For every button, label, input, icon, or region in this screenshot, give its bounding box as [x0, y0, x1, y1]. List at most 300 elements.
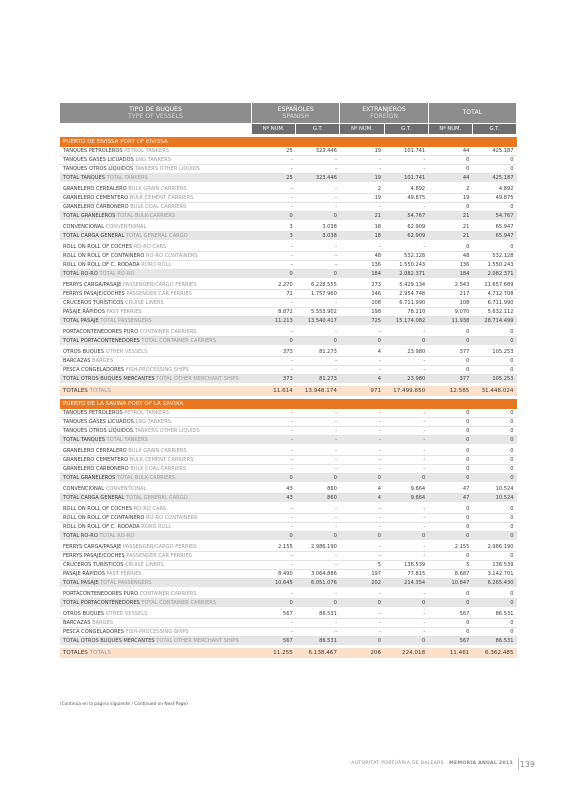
total-gt-cell: 28.714.499 [472, 317, 516, 326]
foreign-num-cell: - [340, 447, 384, 456]
foreign-num-cell: 197 [340, 570, 384, 579]
port-name-en: PORT OF EIVISSA [120, 139, 168, 145]
subtotal-row [60, 637, 517, 646]
subtotal-row [60, 212, 517, 221]
spanish-gt-cell: - [296, 628, 340, 637]
vessel-type-label [60, 366, 252, 375]
spanish-num-cell: 0 [252, 337, 296, 346]
spanish-num-cell: - [252, 366, 296, 375]
foreign-gt-cell: 4.892 [384, 185, 428, 194]
vessel-type-es: OTROS BUQUES [63, 611, 104, 617]
spanish-num-cell: - [252, 427, 296, 436]
vessel-type-en: RO-RO CONTAINERS [145, 515, 198, 521]
foreign-num-cell: - [340, 628, 384, 637]
total-gt-cell: 2.082.371 [472, 270, 516, 279]
page-footer [351, 761, 513, 766]
total-gt-cell: 54.767 [472, 212, 516, 221]
foreign-num-cell: 4 [340, 494, 384, 503]
spanish-gt-cell: 0 [296, 532, 340, 541]
foreign-num-cell: 19 [340, 174, 384, 183]
vessel-type-label [60, 561, 252, 570]
vessel-type-label [60, 409, 252, 418]
table-row [60, 570, 517, 579]
foreign-num-header: Nº NUM. [340, 124, 384, 135]
vessel-type-es: TOTAL TANQUES [63, 437, 105, 443]
table-row [60, 252, 517, 261]
vessel-type-en: TOTAL BULK-CARRIERS [117, 475, 176, 481]
spanish-num-cell: 71 [252, 290, 296, 299]
foreign-num-cell: 184 [340, 270, 384, 279]
spanish-num-cell: - [252, 436, 296, 445]
spanish-num-cell: 0 [252, 532, 296, 541]
total-num-cell: 0 [428, 203, 472, 212]
foreign-gt-cell: - [384, 523, 428, 532]
foreign-num-cell: - [340, 456, 384, 465]
foreign-gt-cell: - [384, 628, 428, 637]
foreign-gt-cell: - [384, 456, 428, 465]
foreign-gt-header: G.T. [384, 124, 428, 135]
foreign-gt-cell: 54.767 [384, 212, 428, 221]
table-row [60, 281, 517, 290]
total-num-cell: 0 [428, 552, 472, 561]
total-num-cell: 10.847 [428, 579, 472, 588]
vessel-type-en: TOTAL CONTAINER CARRIERS [141, 338, 217, 344]
vessel-type-label [60, 474, 252, 483]
vessel-type-es: GRANELERO CARBONERO [63, 466, 129, 472]
table-row [60, 456, 517, 465]
page-number: 139 [519, 760, 535, 769]
vessel-type-es: CRUCEROS TURÍSTICOS [63, 562, 124, 568]
vessel-type-label [60, 418, 252, 427]
spanish-num-cell: - [252, 185, 296, 194]
spanish-num-cell: - [252, 328, 296, 337]
table-row [60, 185, 517, 194]
foreign-gt-cell: 136.539 [384, 561, 428, 570]
spanish-gt-cell: 860 [296, 485, 340, 494]
foreign-gt-cell: 78.210 [384, 308, 428, 317]
vessel-type-es: TOTAL PORTACONTENEDORES [63, 338, 140, 344]
vessel-type-label [60, 579, 252, 588]
vessel-type-en: TOTAL OTHER MERCHANT SHIPS [156, 376, 239, 382]
vessel-type-es: TOTAL GRANELEROS [63, 475, 116, 481]
vessel-type-en: TOTAL RO-RO [99, 271, 135, 277]
foreign-gt-cell: 101.741 [384, 147, 428, 156]
spanish-num-cell: 567 [252, 637, 296, 646]
vessel-type-es: ROLL ON ROLL OF COCHES [63, 506, 133, 512]
spanish-num-cell: - [252, 456, 296, 465]
spanish-gt-cell: 0 [296, 599, 340, 608]
foreign-gt-cell: 0 [384, 599, 428, 608]
table-row [60, 465, 517, 474]
spanish-num-cell: 3 [252, 232, 296, 241]
blank-header-cell [60, 124, 252, 135]
vessel-type-es: TOTAL PASAJE [63, 318, 99, 324]
spanish-num-cell: - [252, 628, 296, 637]
table-row [60, 427, 517, 436]
vessel-type-label [60, 317, 252, 326]
foreign-gt-cell: 2.082.371 [384, 270, 428, 279]
vessel-type-es: BARCAZAS [63, 358, 91, 364]
foreign-num-cell: 198 [340, 308, 384, 317]
table-row [60, 447, 517, 456]
spanish-num-cell: - [252, 418, 296, 427]
grand-foreign-gt-cell: 224.018 [384, 648, 428, 658]
foreign-gt-cell: 23.980 [384, 348, 428, 357]
table-row [60, 610, 517, 619]
spanish-gt-cell: - [296, 619, 340, 628]
foreign-num-cell: - [340, 366, 384, 375]
grand-spanish-gt-cell: 13.948.174 [296, 386, 340, 396]
vessel-type-es: TOTAL OTROS BUQUES MERCANTES [63, 638, 155, 644]
vessel-type-en: BULK CEMENT CARRIERS [129, 195, 194, 201]
foreign-num-cell: 4 [340, 348, 384, 357]
vessel-type-label [60, 456, 252, 465]
vessel-type-label [60, 156, 252, 165]
total-gt-cell: 136.539 [472, 561, 516, 570]
foreign-num-cell: 0 [340, 532, 384, 541]
foreign-gt-cell: - [384, 543, 428, 552]
vessel-type-es: FERRYS PASAJE/COCHES [63, 553, 125, 559]
vessel-type-label [60, 212, 252, 221]
port-title [60, 399, 517, 409]
spanish-gt-cell: 6.051.076 [296, 579, 340, 588]
grand-spanish-gt-cell: 6.138.467 [296, 648, 340, 658]
vessel-type-en: CRUISE LINERS [125, 562, 164, 568]
total-gt-cell: 6.265.430 [472, 579, 516, 588]
grand-foreign-num-cell: 971 [340, 386, 384, 396]
grand-total-gt-cell: 31.448.024 [472, 386, 516, 396]
total-num-cell: 184 [428, 270, 472, 279]
vessel-type-en: TOTAL TANKERS [106, 437, 148, 443]
total-num-cell: 2 [428, 185, 472, 194]
spanish-gt-cell: - [296, 328, 340, 337]
foreign-num-cell: - [340, 409, 384, 418]
total-gt-cell: 0 [472, 427, 516, 436]
vessel-type-en: TOTAL GENERAL CARGO [125, 233, 188, 239]
total-num-cell: 0 [428, 474, 472, 483]
table-row [60, 299, 517, 308]
spanish-gt-header: G.T. [296, 124, 340, 135]
port-title [60, 137, 517, 147]
spanish-gt-cell: 0 [296, 270, 340, 279]
foreign-gt-cell: - [384, 165, 428, 174]
spanish-gt-cell: - [296, 552, 340, 561]
spanish-gt-cell: - [296, 427, 340, 436]
spanish-gt-cell: - [296, 456, 340, 465]
vessel-type-en: CRUISE LINERS [125, 300, 164, 306]
table-row [60, 561, 517, 570]
total-num-cell: 0 [428, 436, 472, 445]
port-name-es: PUERTO DE LA SAVINA [63, 401, 127, 407]
vessel-type-label [60, 308, 252, 317]
foreign-num-cell: 136 [340, 261, 384, 270]
subtotal-row [60, 436, 517, 445]
vessel-type-es: TANQUES GASES LICUADOS [63, 157, 134, 163]
foreign-num-cell: 0 [340, 599, 384, 608]
total-num-cell: 47 [428, 494, 472, 503]
spanish-gt-cell: 86.531 [296, 637, 340, 646]
spanish-gt-cell: 86.531 [296, 610, 340, 619]
vessel-type-label [60, 165, 252, 174]
foreign-num-cell: - [340, 619, 384, 628]
spanish-num-cell: - [252, 619, 296, 628]
vessel-type-en: FAST FERRIES [106, 571, 142, 577]
spanish-num-cell: - [252, 552, 296, 561]
total-num-cell: 136 [428, 261, 472, 270]
total-num-cell: 0 [428, 447, 472, 456]
foreign-num-cell: 108 [340, 299, 384, 308]
vessel-type-label [60, 270, 252, 279]
vessel-type-label [60, 252, 252, 261]
footer-report: MEMORIA ANUAL 2013 [449, 761, 513, 766]
spanish-gt-cell: 81.273 [296, 375, 340, 384]
total-header: TOTAL [428, 103, 516, 124]
spanish-num-cell: - [252, 156, 296, 165]
foreign-gt-cell: - [384, 203, 428, 212]
vessel-type-en: PASSENGER CAR FERRIES [126, 553, 192, 559]
vessel-type-es: TANQUES OTROS LÍQUIDOS [63, 166, 134, 172]
vessel-type-en: RO-RO CONTAINERS [145, 253, 198, 259]
spanish-gt-cell: 0 [296, 474, 340, 483]
total-num-cell: 11.938 [428, 317, 472, 326]
foreign-num-cell: - [340, 610, 384, 619]
spanish-num-cell: - [252, 261, 296, 270]
vessel-type-en: TOTAL CONTAINER CARRIERS [141, 600, 217, 606]
total-num-cell: 0 [428, 590, 472, 599]
total-gt-cell: 6.711.990 [472, 299, 516, 308]
foreign-gt-cell: - [384, 465, 428, 474]
subtotal-row [60, 375, 517, 384]
spanish-num-cell: 373 [252, 375, 296, 384]
spanish-gt-cell: - [296, 252, 340, 261]
subtotal-row [60, 599, 517, 608]
table-row [60, 203, 517, 212]
total-num-cell: 2.155 [428, 543, 472, 552]
foreign-num-cell: - [340, 590, 384, 599]
foreign-num-cell: - [340, 328, 384, 337]
spanish-num-cell: 8.490 [252, 570, 296, 579]
foreign-num-cell: 19 [340, 147, 384, 156]
grand-total-label [60, 648, 252, 658]
foreign-gt-cell: 9.664 [384, 494, 428, 503]
foreign-num-cell: 48 [340, 252, 384, 261]
foreign-gt-cell: - [384, 447, 428, 456]
footer-separator: · [445, 761, 448, 766]
total-gt-cell: 0 [472, 456, 516, 465]
spanish-num-cell: 3 [252, 223, 296, 232]
vessel-type-en: FISH-PROCESSING SHIPS [125, 367, 189, 373]
foreign-gt-cell: - [384, 156, 428, 165]
table-row [60, 409, 517, 418]
vessel-type-es: PESCA CONGELADORES [63, 367, 125, 373]
vessel-type-es: PORTACONTENEDORES PURO [63, 329, 138, 335]
total-num-cell: 0 [428, 409, 472, 418]
foreign-gt-cell: 62.909 [384, 232, 428, 241]
spanish-num-cell: - [252, 505, 296, 514]
grand-total-es: TOTALES [63, 388, 88, 394]
grand-foreign-num-cell: 206 [340, 648, 384, 658]
vessel-type-es: GRANELERO CEREALERO [63, 448, 127, 454]
foreign-num-cell: 0 [340, 637, 384, 646]
foreign-gt-cell: 2.954.748 [384, 290, 428, 299]
foreign-gt-cell: - [384, 328, 428, 337]
vessel-type-es: CONVENCIONAL [63, 224, 105, 230]
vessel-type-es: GRANELERO CEREALERO [63, 186, 127, 192]
spanish-num-cell: - [252, 561, 296, 570]
foreign-gt-cell: - [384, 436, 428, 445]
foreign-gt-cell: 6.711.990 [384, 299, 428, 308]
foreign-header: EXTRANJEROS FOREIGN [340, 103, 428, 124]
total-gt-cell: 0 [472, 590, 516, 599]
vessel-type-label [60, 290, 252, 299]
vessel-type-es: PORTACONTENEDORES PURO [63, 591, 138, 597]
vessel-type-es: TOTAL GRANELEROS [63, 213, 116, 219]
subtotal-row [60, 317, 517, 326]
vessel-type-es: TOTAL RO-RO [63, 533, 98, 539]
foreign-gt-cell: - [384, 366, 428, 375]
vessel-type-en: TOTAL PASSENGERS [100, 318, 152, 324]
foreign-num-cell: 725 [340, 317, 384, 326]
table-row [60, 165, 517, 174]
spanish-num-cell: - [252, 590, 296, 599]
subtotal-row [60, 474, 517, 483]
vessel-type-es: BARCAZAS [63, 620, 91, 626]
total-num-cell: 377 [428, 348, 472, 357]
foreign-num-cell: 5 [340, 561, 384, 570]
spanish-gt-cell: - [296, 505, 340, 514]
spanish-num-cell: 373 [252, 348, 296, 357]
foreign-gt-cell: 0 [384, 337, 428, 346]
vessel-type-es: TOTAL OTROS BUQUES MERCANTES [63, 376, 155, 382]
total-num-cell: 8.687 [428, 570, 472, 579]
foreign-num-cell: 273 [340, 281, 384, 290]
spanish-gt-cell: - [296, 590, 340, 599]
grand-total-row [60, 386, 517, 396]
vessel-type-en: BULK COAL CARRIERS [130, 466, 187, 472]
spanish-num-cell: 0 [252, 270, 296, 279]
total-gt-cell: 3.142.701 [472, 570, 516, 579]
grand-total-label [60, 386, 252, 396]
vessel-table-container [60, 103, 517, 658]
spanish-gt-cell: 6.228.555 [296, 281, 340, 290]
total-gt-cell: 0 [472, 465, 516, 474]
vessel-type-label [60, 505, 252, 514]
total-gt-cell: 65.947 [472, 223, 516, 232]
spanish-gt-cell: - [296, 194, 340, 203]
vessel-type-label [60, 494, 252, 503]
total-num-cell: 0 [428, 156, 472, 165]
vessel-type-es: GRANELERO CEMENTERO [63, 195, 129, 201]
foreign-num-cell: - [340, 523, 384, 532]
total-gt-cell: 105.253 [472, 348, 516, 357]
total-gt-cell: 0 [472, 165, 516, 174]
vessel-type-en: BULK GRAIN CARRIERS [128, 448, 187, 454]
foreign-gt-cell: 77.815 [384, 570, 428, 579]
vessel-type-label [60, 243, 252, 252]
total-num-cell: 0 [428, 619, 472, 628]
vessel-type-es: ROLL ON ROLL OF CONTAINERO [63, 253, 145, 259]
vessel-type-en: TOTAL PASSENGERS [100, 580, 152, 586]
table-row [60, 628, 517, 637]
vessel-type-en: TANKERS OTHER LIQUIDS [134, 428, 200, 434]
vessel-type-label [60, 194, 252, 203]
total-gt-cell: 0 [472, 243, 516, 252]
vessel-type-label [60, 485, 252, 494]
total-gt-cell: 86.531 [472, 637, 516, 646]
vessel-type-label [60, 337, 252, 346]
table-row [60, 261, 517, 270]
vessel-type-label [60, 427, 252, 436]
subtotal-row [60, 532, 517, 541]
foreign-num-cell: - [340, 436, 384, 445]
spanish-num-cell: 8.872 [252, 308, 296, 317]
vessel-type-en: LNG TANKERS [135, 157, 172, 163]
foreign-num-cell: - [340, 357, 384, 366]
vessel-type-label [60, 619, 252, 628]
vessel-type-en: TOTAL GENERAL CARGO [125, 495, 188, 501]
spanish-num-cell: - [252, 465, 296, 474]
spanish-gt-cell: 860 [296, 494, 340, 503]
vessel-type-es: TOTAL CARGA GENERAL [63, 233, 125, 239]
table-row [60, 552, 517, 561]
spanish-gt-cell: 13.540.417 [296, 317, 340, 326]
spanish-num-cell: 0 [252, 212, 296, 221]
foreign-num-cell: 202 [340, 579, 384, 588]
total-num-cell: 44 [428, 174, 472, 183]
foreign-gt-cell: 1.550.243 [384, 261, 428, 270]
table-row [60, 357, 517, 366]
spanish-gt-cell: 0 [296, 337, 340, 346]
spanish-gt-cell: 3.064.886 [296, 570, 340, 579]
total-gt-cell: 0 [472, 409, 516, 418]
spanish-gt-cell: 2.986.190 [296, 543, 340, 552]
foreign-num-cell: 18 [340, 223, 384, 232]
vessel-type-es: FERRYS CARGA/PASAJE [63, 282, 122, 288]
foreign-num-cell: 2 [340, 185, 384, 194]
foreign-num-cell: - [340, 543, 384, 552]
vessel-type-es: TOTAL PORTACONTENEDORES [63, 600, 140, 606]
spanish-gt-cell: - [296, 165, 340, 174]
total-num-cell: 0 [428, 599, 472, 608]
vessel-traffic-table [60, 103, 517, 658]
total-num-cell: 0 [428, 165, 472, 174]
foreign-num-cell: - [340, 505, 384, 514]
vessel-type-en: RO-RO CARS [133, 506, 167, 512]
spanish-gt-cell: - [296, 156, 340, 165]
total-num-cell: 567 [428, 637, 472, 646]
spanish-num-cell: 43 [252, 485, 296, 494]
spanish-num-cell: 25 [252, 147, 296, 156]
foreign-num-cell: - [340, 418, 384, 427]
foreign-num-cell: - [340, 203, 384, 212]
total-gt-cell: 0 [472, 328, 516, 337]
total-gt-cell: 4.892 [472, 185, 516, 194]
total-num-cell: 0 [428, 357, 472, 366]
foreign-gt-cell: - [384, 590, 428, 599]
spanish-gt-cell: 0 [296, 212, 340, 221]
spanish-gt-cell: - [296, 261, 340, 270]
spanish-num-cell: 567 [252, 610, 296, 619]
total-num-header: Nº NUM. [428, 124, 472, 135]
vessel-type-en: CONVENTIONAL [105, 486, 147, 492]
port-name-en: PORT OF LA SAVINA [127, 401, 184, 407]
port-section-header [60, 399, 517, 409]
vessel-type-en: CONTAINER CARRIERS [139, 329, 197, 335]
subtotal-row [60, 174, 517, 183]
vessel-type-label [60, 570, 252, 579]
total-num-cell: 47 [428, 485, 472, 494]
vessel-type-label [60, 447, 252, 456]
